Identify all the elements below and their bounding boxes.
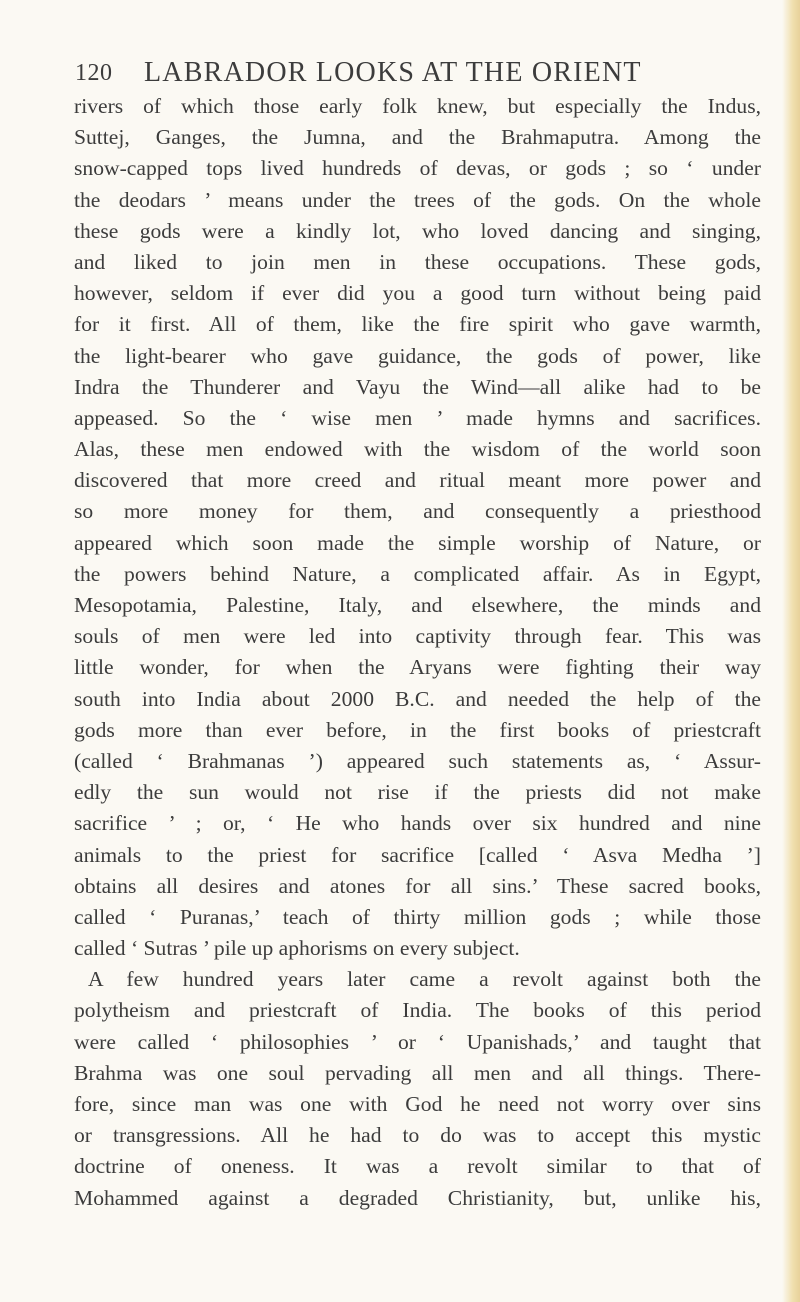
- text-line: rivers of which those early folk knew, but especially the Indus,: [74, 94, 761, 118]
- text-line: Suttej, Ganges, the Jumna, and the Brahmaputra. Among the: [74, 125, 761, 150]
- page-number: 120: [75, 60, 113, 86]
- text-line: Alas, these men endowed with the wisdom of the world soon: [74, 437, 761, 462]
- text-line: for it first. All of them, like the fire spirit who gave warmth,: [74, 312, 761, 337]
- text-line: snow-capped tops lived hundreds of devas, or gods ; so ‘ under: [74, 156, 761, 181]
- text-line: doctrine of oneness. It was a revolt similar to that of: [74, 1154, 761, 1179]
- text-line: these gods were a kindly lot, who loved dancing and singing,: [74, 218, 761, 243]
- text-line: animals to the priest for sacrifice [called ‘ Asva Medha ’]: [74, 842, 761, 867]
- text-line: south into India about 2000 B.C. and needed the help of the: [74, 686, 761, 711]
- page-edge-shading: [782, 0, 800, 1302]
- text-line: appeased. So the ‘ wise men ’ made hymns and sacrifices.: [74, 405, 761, 430]
- text-line: little wonder, for when the Aryans were fighting their way: [74, 655, 761, 680]
- text-line: however, seldom if ever did you a good turn without being paid: [74, 281, 761, 306]
- page-header: [72, 57, 752, 89]
- paragraph-start-line: A few hundred years later came a revolt against both the: [88, 967, 761, 992]
- text-line: polytheism and priestcraft of India. The books of this period: [74, 998, 761, 1023]
- text-line: were called ‘ philosophies ’ or ‘ Upanishads,’ and taught that: [74, 1029, 761, 1054]
- text-line: gods more than ever before, in the first books of priestcraft: [74, 717, 761, 742]
- body-text: [74, 91, 761, 1214]
- text-line: Mohammed against a degraded Christianity, but, unlike his,: [74, 1185, 761, 1210]
- text-line: and liked to join men in these occupations. These gods,: [74, 249, 761, 274]
- text-line: so more money for them, and consequently a priesthood: [74, 499, 761, 524]
- text-line: the powers behind Nature, a complicated affair. As in Egypt,: [74, 561, 761, 586]
- text-line: called ‘ Sutras ’ pile up aphorisms on every subject.: [74, 936, 520, 961]
- text-line: souls of men were led into captivity through fear. This was: [74, 624, 761, 649]
- text-line: Brahma was one soul pervading all men and all things. There-: [74, 1060, 761, 1085]
- text-line: sacrifice ’ ; or, ‘ He who hands over six hundred and nine: [74, 811, 761, 836]
- text-line: called ‘ Puranas,’ teach of thirty million gods ; while those: [74, 904, 761, 929]
- text-line: the deodars ’ means under the trees of the gods. On the whole: [74, 187, 761, 212]
- text-line: appeared which soon made the simple worship of Nature, or: [74, 530, 761, 555]
- text-line: the light-bearer who gave guidance, the gods of power, like: [74, 343, 761, 368]
- text-line: Indra the Thunderer and Vayu the Wind—all alike had to be: [74, 374, 761, 399]
- text-line: or transgressions. All he had to do was to accept this mystic: [74, 1123, 761, 1148]
- text-line: fore, since man was one with God he need not worry over sins: [74, 1092, 761, 1116]
- text-line: Mesopotamia, Palestine, Italy, and elsewhere, the minds and: [74, 593, 761, 617]
- text-line: obtains all desires and atones for all sins.’ These sacred books,: [74, 873, 761, 898]
- text-line: discovered that more creed and ritual meant more power and: [74, 468, 761, 493]
- text-line: (called ‘ Brahmanas ’) appeared such statements as, ‘ Assur-: [74, 748, 761, 773]
- running-title: LABRADOR LOOKS AT THE ORIENT: [144, 57, 642, 88]
- text-line: edly the sun would not rise if the priests did not make: [74, 780, 761, 805]
